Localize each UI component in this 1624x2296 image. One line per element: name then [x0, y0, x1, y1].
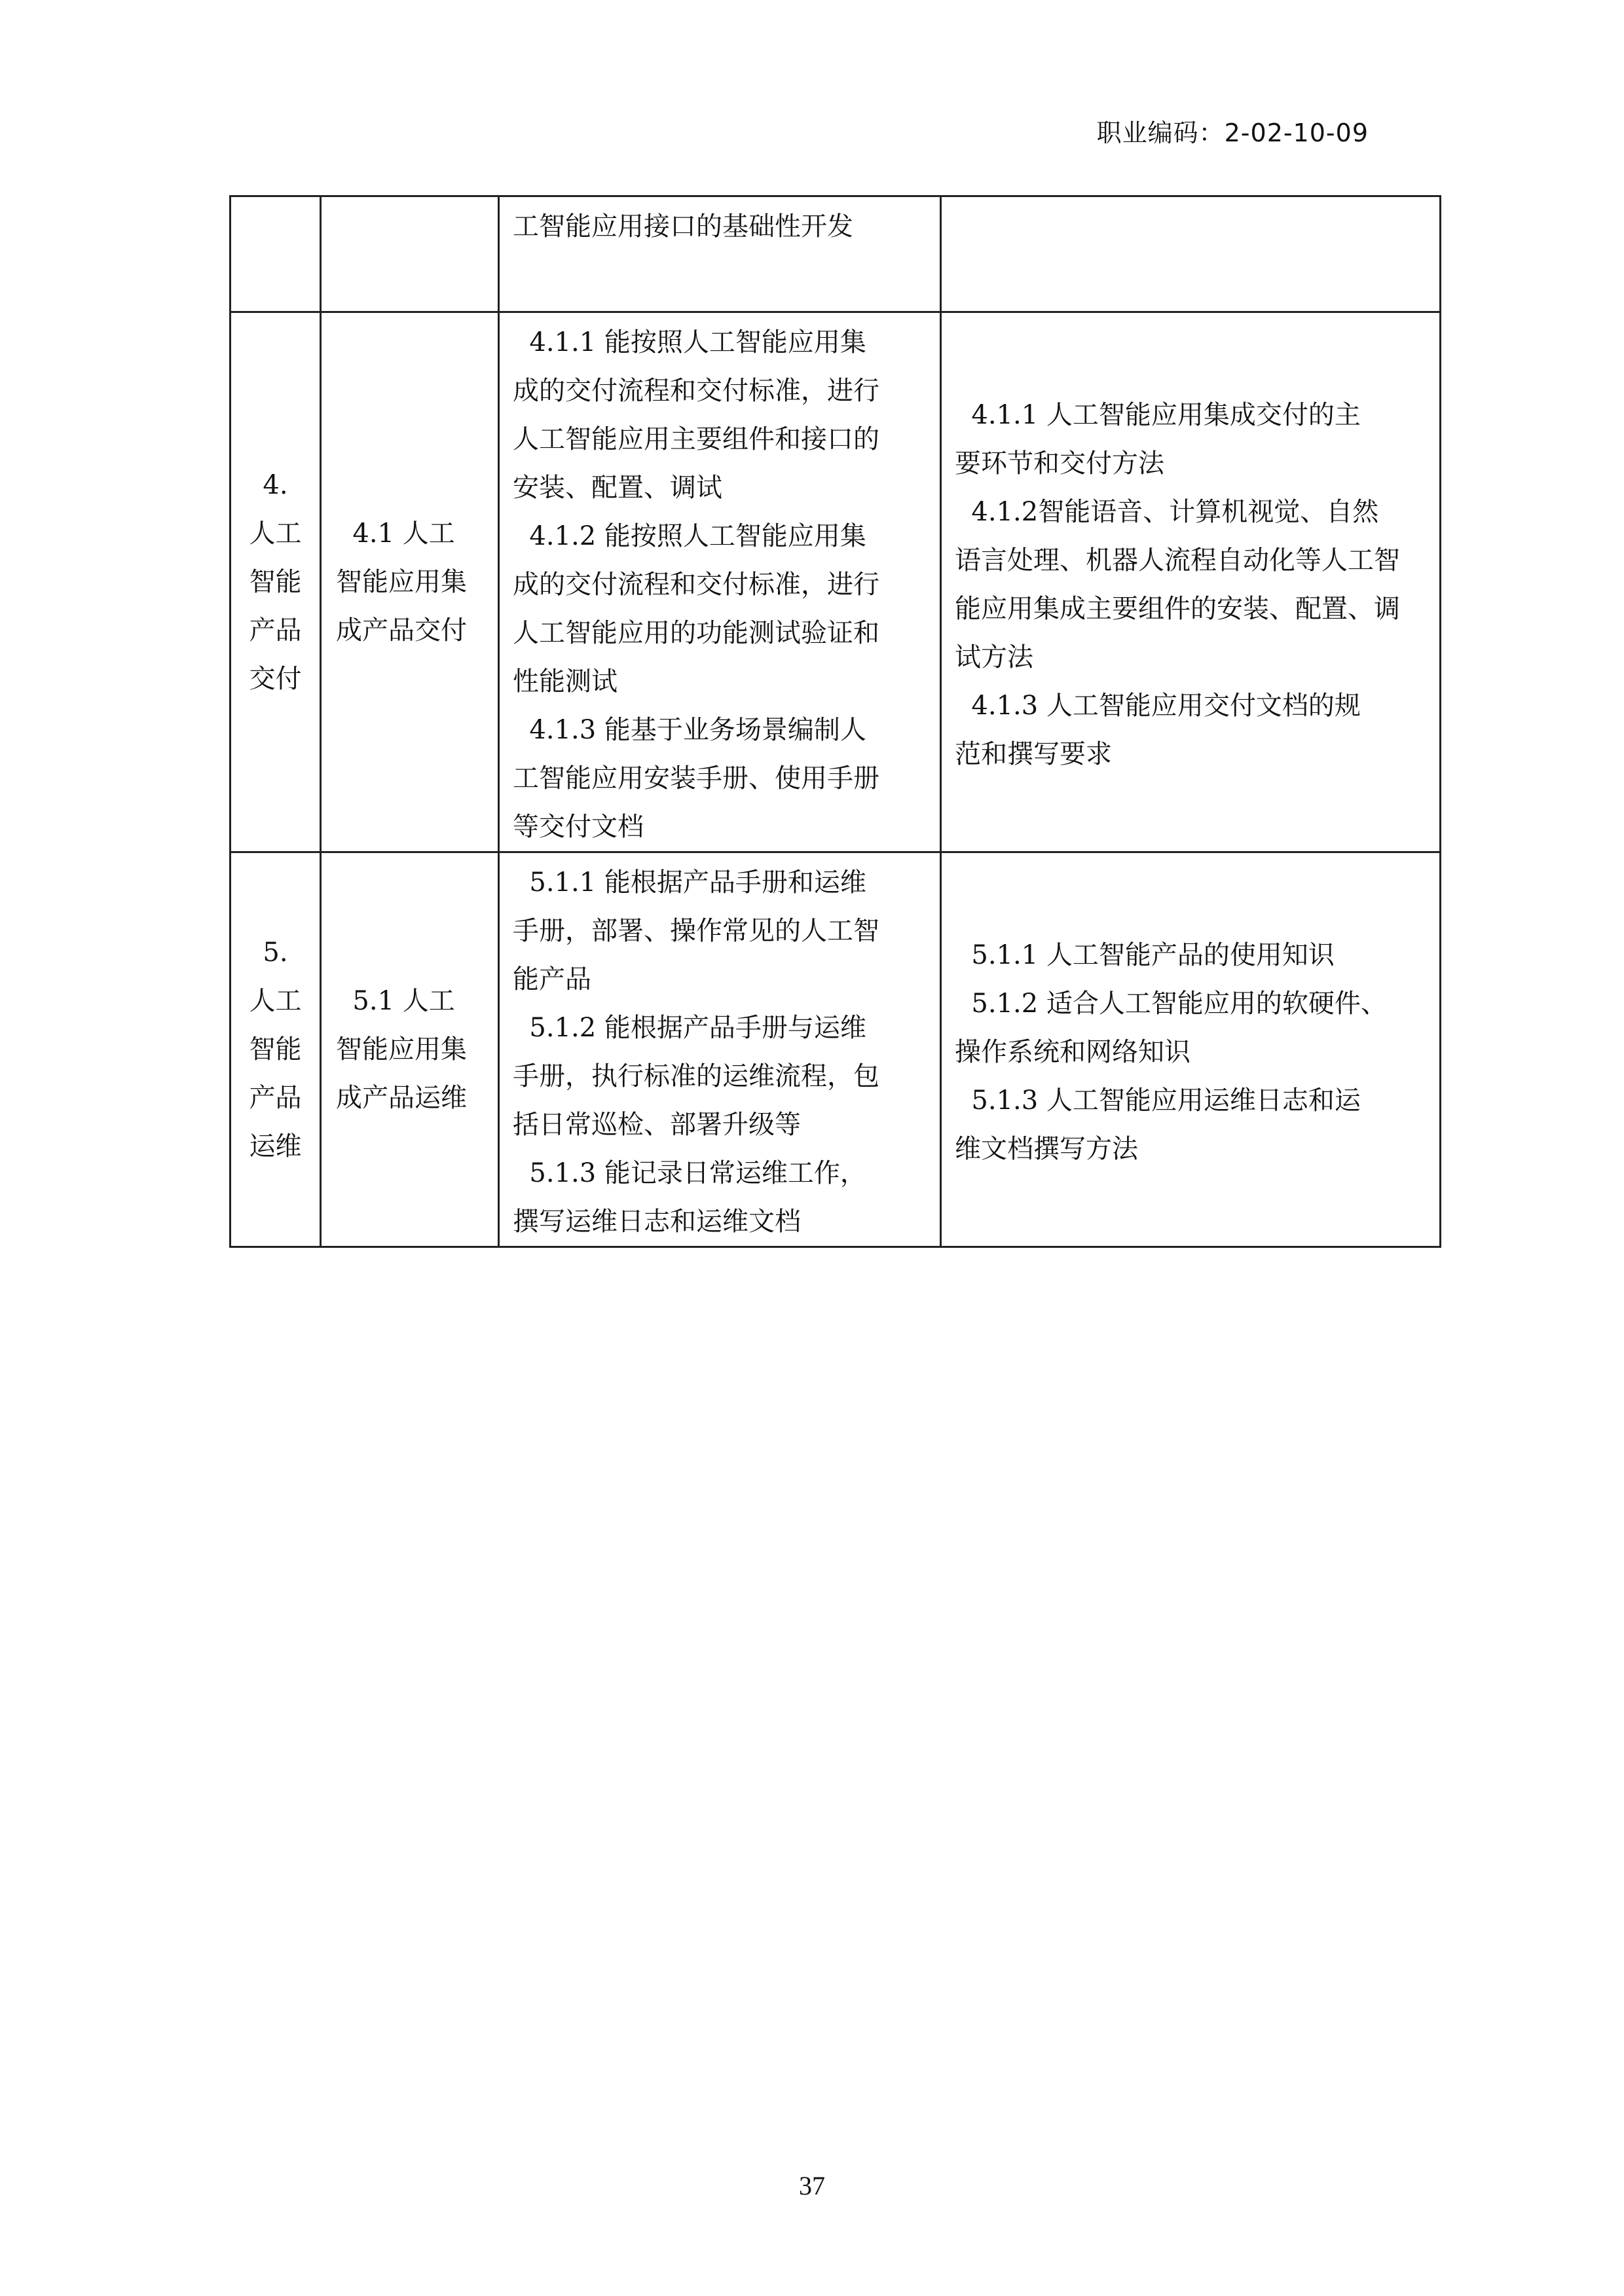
knowledge-cell-empty	[941, 196, 1441, 312]
function-text-line: 人工	[249, 986, 302, 1016]
skill-text-line: 人工智能应用的功能测试验证和	[513, 618, 879, 648]
work-content-cell-empty	[321, 196, 499, 312]
knowledge-text-line: 要环节和交付方法	[955, 448, 1164, 479]
function-text-line: 4.	[263, 470, 288, 500]
table-row	[231, 852, 1441, 1247]
knowledge-text-line: 操作系统和网络知识	[955, 1037, 1190, 1067]
knowledge-text-line: 语言处理、机器人流程自动化等人工智	[955, 545, 1400, 575]
skill-text-line: 5.1.2 能根据产品手册与运维	[513, 1013, 866, 1043]
skill-cell	[499, 312, 941, 852]
skill-cell	[499, 196, 941, 312]
knowledge-text-line: 5.1.1 人工智能产品的使用知识	[955, 940, 1335, 970]
skill-text-line: 工智能应用安装手册、使用手册	[513, 763, 879, 793]
skill-text-line: 人工智能应用主要组件和接口的	[513, 424, 879, 454]
work-content-cell	[321, 852, 499, 1247]
skill-text-line: 成的交付流程和交付标准，进行	[513, 570, 879, 600]
work-content-text-line: 成产品交付	[336, 615, 467, 646]
skill-text-line: 性能测试	[513, 666, 618, 697]
skill-text-line: 安装、配置、调试	[513, 473, 722, 503]
skill-text-line: 能产品	[513, 964, 591, 994]
knowledge-text-line: 能应用集成主要组件的安装、配置、调	[955, 594, 1400, 624]
skill-text-line: 5.1.3 能记录日常运维工作，	[513, 1158, 866, 1188]
skill-text-line: 工智能应用接口的基础性开发	[513, 211, 853, 242]
work-content-text-line: 成产品运维	[336, 1083, 467, 1113]
work-content-text-line: 5.1 人工	[336, 986, 455, 1016]
knowledge-text-line: 4.1.3 人工智能应用交付文档的规	[955, 691, 1361, 721]
work-content-text-line: 智能应用集	[336, 567, 467, 597]
work-content-cell	[321, 312, 499, 852]
knowledge-cell	[941, 852, 1441, 1247]
page-number: 37	[799, 2171, 825, 2200]
skill-text-line: 手册，部署、操作常见的人工智	[513, 916, 879, 946]
function-text-line: 5.	[263, 938, 288, 968]
function-text-line: 产品	[249, 615, 302, 646]
function-text-line: 运维	[249, 1131, 302, 1161]
skill-text-line: 撰写运维日志和运维文档	[513, 1207, 801, 1237]
knowledge-text-line: 试方法	[955, 642, 1033, 672]
function-cell	[231, 312, 321, 852]
work-content-text-line: 智能应用集	[336, 1034, 467, 1065]
skill-text-line: 4.1.2 能按照人工智能应用集	[513, 521, 866, 551]
knowledge-text-line: 4.1.2智能语音、计算机视觉、自然	[955, 497, 1379, 527]
function-cell-empty	[231, 196, 321, 312]
skill-text-line: 5.1.1 能根据产品手册和运维	[513, 867, 866, 898]
table-row-continuation	[231, 196, 1441, 312]
knowledge-cell	[941, 312, 1441, 852]
function-text-line: 产品	[249, 1083, 302, 1113]
skill-requirements-table	[229, 195, 1441, 1248]
function-text-line: 智能	[249, 567, 302, 597]
knowledge-text-line: 范和撰写要求	[955, 739, 1112, 769]
knowledge-text-line: 维文档撰写方法	[955, 1134, 1138, 1164]
skill-cell	[499, 852, 941, 1247]
function-text-line: 人工	[249, 519, 302, 549]
skill-text-line: 手册，执行标准的运维流程，包	[513, 1061, 879, 1091]
knowledge-text-line: 4.1.1 人工智能应用集成交付的主	[955, 400, 1361, 430]
function-cell	[231, 852, 321, 1247]
occupation-code-header: 职业编码：2-02-10-09	[1096, 118, 1369, 147]
skill-text-line: 括日常巡检、部署升级等	[513, 1110, 801, 1140]
table-row	[231, 312, 1441, 852]
skill-text-line: 4.1.3 能基于业务场景编制人	[513, 715, 866, 745]
knowledge-text-line: 5.1.3 人工智能应用运维日志和运	[955, 1085, 1361, 1116]
skill-text-line: 等交付文档	[513, 812, 644, 842]
skill-text-line: 4.1.1 能按照人工智能应用集	[513, 327, 866, 357]
function-text-line: 智能	[249, 1034, 302, 1065]
knowledge-text-line: 5.1.2 适合人工智能应用的软硬件、	[955, 989, 1387, 1019]
function-text-line: 交付	[249, 664, 302, 694]
work-content-text-line: 4.1 人工	[336, 519, 455, 549]
skill-text-line: 成的交付流程和交付标准，进行	[513, 376, 879, 406]
